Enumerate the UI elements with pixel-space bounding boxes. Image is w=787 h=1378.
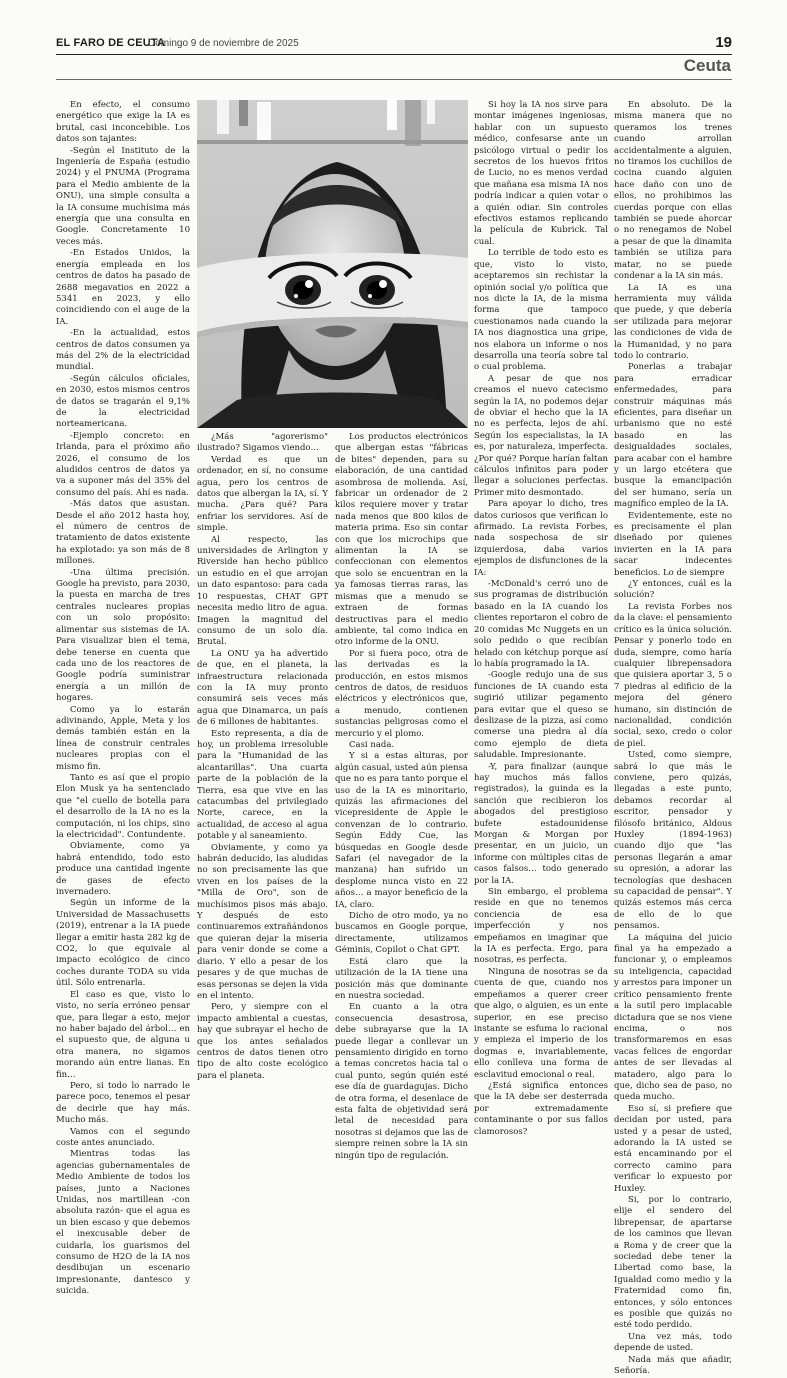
paragraph: -Según el Instituto de la Ingeniería de España (estudio 2024) y el PNUMA (Programa para el Medio ambiente de la ONU), una simple consulta a la IA consume muchísima más energía que una consulta en Google. Concretamente 10 veces más. — [56, 145, 190, 247]
paragraph: La IA es una herramienta muy válida que puede, y que debería ser utilizada para mejorar las condiciones de vida de la Humanidad, y no para todo lo contrario. — [614, 282, 732, 361]
paragraph: Mientras todas las agencias gubernamentales de Medio Ambiente de todos los países, junto a Naciones Unidas, nos martillean -con absoluta razón- que el agua es un bien escaso y que debemos el inexcusable deber de cuidarla, los guarismos del consumo de H2O de la IA nos desdibujan un escenario impresionante, dantesco y suicida. — [56, 1149, 190, 1297]
paragraph: Obviamente, y como ya habrán deducido, las aludidas no son precisamente las que viven en los países de la "Milla de Oro", son de muchísimos pisos más abajo. Y después de esto continuaremos extrañándonos que quieran dejar la miseria para venir donde se come a diario. Y ello a pesar de los pesares y de que muchas de esas personas se dejen la vida en el intento. — [197, 842, 328, 1001]
paragraph: -Más datos que asustan. Desde el año 2012 hasta hoy, el número de centros de tratamiento de datos existente ha explotado: ya son más de 8 millones. — [56, 499, 190, 567]
paragraph: Verdad es que un ordenador, en sí, no consume agua, pero los centros de datos que albergan la IA, sí. Y mucha. ¿Para qué? Para enfriar los servidores. Así de simple. — [197, 454, 328, 534]
paragraph: En efecto, el consumo energético que exige la IA es brutal, casi inconcebible. Los datos son tajantes: — [56, 100, 190, 145]
paragraph: ¿Está significa entonces que la IA debe ser desterrada por extremadamente contaminante o por sus fallos clamorosos? — [474, 1080, 608, 1137]
masthead: EL FARO DE CEUTA — [56, 37, 166, 49]
paragraph: Pero, si todo lo narrado le parece poco, tenemos el pesar de decirle que hay más. Mucho más. — [56, 1080, 190, 1126]
woman-with-drawn-anime-eyes-icon — [197, 100, 468, 428]
paragraph: Vamos con el segundo coste antes anunciado. — [56, 1126, 190, 1148]
article-column-3 — [335, 432, 468, 1161]
paragraph: -En la actualidad, estos centros de datos consumen ya más del 2% de la electricidad mundial. — [56, 328, 190, 373]
paragraph: -McDonald's cerró uno de sus programas de distribución basado en la IA cuando los clientes reportaron el cobro de 20 comidas Mc Nuggets en un solo pedido o que recibían helado con kétchup porque así lo había programado la IA. — [474, 579, 608, 669]
article-photo — [197, 100, 468, 428]
paragraph: Tanto es así que el propio Elon Musk ya ha sentenciado que "el cuello de botella para el desarrollo de la IA no es la computación, ni los chips, sino la electricidad". Contundente. — [56, 772, 190, 840]
paragraph: Si hoy la IA nos sirve para montar imágenes ingeniosas, hablar con un supuesto médico, confesarse ante un psicólogo virtual o pedir los secretos de los huevos fritos de Lucio, no es menos verdad que mañana esa misma IA nos podría indicar a quien votar o a quién odiar. Sin controles efectivos estamos replicando la película de Kubrick. Tal cual. — [474, 100, 608, 247]
paragraph: -Ejemplo concreto: en Irlanda, para el próximo año 2026, el consumo de los aludidos centros de datos ya va a suponer más del 35% del consumo del país. Ahí es nada. — [56, 430, 190, 498]
paragraph: Pero, y siempre con el impacto ambiental a cuestas, hay que subrayar el hecho de que los antes señalados centros de datos tienen otro tipo de alto coste ecológico para el planeta. — [197, 1002, 328, 1081]
paragraph: En cuanto a la otra consecuencia desastrosa, debe subrayarse que la IA puede llegar a conllevar un pensamiento dirigido en torno a temas concretos hacia tal o cual punto, según quién esté ese día de guardagujas. Dicho de otra forma, el desenlace de esta falta de objetividad será letal de necesidad para nosotras si dejamos que las de siempre reinen sobre la IA sin ningún tipo de regulación. — [335, 1002, 468, 1161]
paragraph: Para apoyar lo dicho, tres datos curiosos que verifican lo afirmado. La revista Forbes, nada sospechosa de sir izquierdosa, daba varios ejemplos de disfunciones de la IA: — [474, 499, 608, 578]
paragraph: Está claro que la utilización de la IA tiene una posición más que dominante en nuestra sociedad. — [335, 956, 468, 1001]
page-number: 19 — [715, 34, 732, 51]
paragraph: Por si fuera poco, otra de las derivadas es la producción, en estos mismos centros de datos, de residuos eléctricos y electrónicos que, a menudo, contienen sustancias peligrosas como el mercurio y el plomo. — [335, 648, 468, 739]
page-header — [56, 36, 732, 55]
paragraph: La revista Forbes nos da la clave: el pensamiento crítico es la única solución. Pensar y ponerlo todo en duda, siempre, como haría cualquier librepensadora que quisiera aportar 3, 5 o 7 piedras al edificio de la mejora del género humano, sin distinción de nacionalidad, condición social, sexo, credo o color de piel. — [614, 601, 732, 749]
section-title: Ceuta — [683, 56, 731, 75]
paragraph: Obviamente, como ya habrá entendido, todo esto produce una cantidad ingente de gases de efecto invernadero. — [56, 841, 190, 898]
paragraph: Y si a estas alturas, por algún casual, usted aún piensa que no es para tanto porque el uso de la IA es minoritario, quizás las afirmaciones del vicepresidente de Apple le convenzan de lo contrario. Según Eddy Cue, las búsquedas en Google desde Safari (el navegador de la manzana) han sufrido un desplome nunca visto en 22 años… a mayor beneficio de la IA, claro. — [335, 751, 468, 910]
paragraph: -Y, para finalizar (aunque hay muchos más fallos registrados), la guinda es la sanción que recibieron los abogados del prestigioso bufete estadounidense Morgan & Morgan por presentar, en un juicio, un informe con múltiples citas de casos falsos… todo generado por la IA. — [474, 761, 608, 886]
paragraph: El caso es que, visto lo visto, no sería erróneo pensar que, para llegar a esto, mejor no haber bajado del árbol… en el supuesto que, de alguna u otra manera, no sigamos morando aún entre lianas. En fin… — [56, 989, 190, 1080]
paragraph: ¿Más "agorerismo" ilustrado? Sigamos viendo… — [197, 432, 328, 454]
paragraph: Una vez más, todo depende de usted. — [614, 1331, 732, 1354]
paragraph: En absoluto. De la misma manera que no queramos los trenes cuando arrollan accidentalmente a alguien, no tiramos los cuchillos de cocina cuando alguien hace daño con uno de ellos, no prohibimos las cuerdas porque con ellas también se puede ahorcar o no renegamos de Nobel a pesar de que la dinamita también se utiliza para matar, no se puede condenar a la IA sin más. — [614, 100, 732, 282]
paragraph: Al respecto, las universidades de Arlington y Riverside han hecho público un estudio en el que arrojan un dato espantoso: para cada 10 respuestas, CHAT GPT necesita medio litro de agua. Imagen la magnitud del consumo de un solo día. Brutal. — [197, 534, 328, 648]
paragraph: Evidentemente, este no es precisamente el plan diseñado por quienes invierten en la IA para sacar indecentes beneficios. Lo de siempre — [614, 510, 732, 578]
paragraph: Dicho de otro modo, ya no buscamos en Google porque, directamente, utilizamos Géminis, Copilot o Chat GPT. — [335, 911, 468, 956]
paragraph: Sin embargo, el problema reside en que no tenemos conciencia de esa imperfección y nos empeñamos en imaginar que la IA es perfecta. Ergo, para nosotras, es perfecta. — [474, 887, 608, 966]
paragraph: Según un informe de la Universidad de Massachusetts (2019), entrenar a la IA puede llegar a emitir hasta 282 kg de CO2, lo que equivale al impacto ecológico de cinco coches durante TODA su vida útil. Sólo entrenarla. — [56, 898, 190, 989]
paragraph: La ONU ya ha advertido de que, en el planeta, la infraestructura relacionada con la IA muy pronto consumirá seis veces más agua que Dinamarca, un país de 6 millones de habitantes. — [197, 648, 328, 728]
paragraph: Como ya lo estarán adivinando, Apple, Meta y los demás también están en la línea de construir centrales nucleares propias con el mismo fin. — [56, 704, 190, 772]
paragraph: Ninguna de nosotras se da cuenta de que, cuando nos empeñamos a querer creer que algo, o alguien, es un ente superior, en ese preciso instante se esfuma lo racional y empieza el imperio de los dogmas e, invariablemente, ello conlleva una forma de esclavitud emocional o real. — [474, 966, 608, 1080]
paragraph: Eso sí, si prefiere que decidan por usted, para usted y a pesar de usted, adorando la IA usted se está encaminando por el correcto camino para verificar lo expuesto por Huxley. — [614, 1103, 732, 1194]
paragraph: -Google redujo una de sus funciones de IA cuando esta sugirió utilizar pegamento para evitar que el queso se deslizase de la pizza, así como comerse una piedra al día como ejemplo de dieta saludable. Impresionante. — [474, 670, 608, 761]
section-divider — [56, 79, 732, 80]
paragraph: Lo terrible de todo esto es que, visto lo visto, aceptaremos sin rechistar la opinión social y/o política que nos dicte la IA, de la misma forma que tampoco cuestionamos nada cuando la IA nos diagnostica una gripe, nos elabora un informe o nos desarrolla una teoría sobre tal o cual problema. — [474, 248, 608, 373]
article-column-5 — [614, 100, 732, 1377]
paragraph: -Una última precisión. Google ha previsto, para 2030, la puesta en marcha de tres centrales nucleares propias con un solo propósito: alimentar sus sistemas de IA. Para visualizar bien el tema, debe tenerse en cuenta que cada uno de los reactores de Google podría suministrar energía a un millón de hogares. — [56, 567, 190, 704]
paragraph: Ponerlas a trabajar para erradicar enfermedades, para construir máquinas más eficientes, para diseñar un urbanismo que no esté basado en las desigualdades sociales, para acabar con el hambre y un largo etcétera que busque la emancipación del ser humano, sería un magnífico empleo de la IA. — [614, 362, 732, 510]
paragraph: La máquina del juicio final ya ha empezado a funcionar y, o empleamos su inteligencia, capacidad y arrestos para imponer un crítico pensamiento frente a la sutil pero implacable dictadura que se nos viene encima, o nos transformaremos en esas vacas felices de engordar antes de ser llevadas al matadero, algo para lo que, dicho sea de paso, no queda mucho. — [614, 932, 732, 1103]
paragraph: Usted, como siempre, sabrá lo que más le conviene, pero quizás, llegadas a este punto, debamos recordar al escritor, pensador y filósofo británico, Aldous Huxley (1894-1963) cuando dijo que "las personas llegarán a amar su opresión, a adorar las tecnologías que deshacen su capacidad de pensar". Y quizás estemos más cerca de ello de lo que pensamos. — [614, 750, 732, 932]
paragraph: ¿Y entonces, cuál es la solución? — [614, 579, 732, 601]
paragraph: Nada más que añadir, Señoría. — [614, 1354, 732, 1377]
article-column-4 — [474, 100, 608, 1137]
article-column-2 — [197, 432, 328, 1081]
paragraph: Si, por lo contrario, elije el sendero del librepensar, de apartarse de los caminos que llevan a Roma y de creer que la sociedad debe tener la Libertad como base, la Igualdad como medio y la Fraternidad como fin, entonces, y sólo entonces es posible que quizás no esté todo perdido. — [614, 1195, 732, 1331]
paragraph: Los productos electrónicos que albergan estas "fábricas de bites" dependen, para su elaboración, de una cantidad asombrosa de molienda. Así, fabricar un ordenador de 2 kilos requiere mover y tratar nada menos que 800 kilos de materia prima. Eso sin contar con que los microchips que alimentan la IA se confeccionan con elementos que solo se encuentran en la ya famosas tierras raras, las mismas que a menudo se extraen de formas destructivas para el medio ambiente, tal como indica en otro informe de la ONU. — [335, 432, 468, 648]
paragraph: Esto representa, a día de hoy, un problema irresoluble para la "Humanidad de las alcantarillas". Una cuarta parte de la población de la Tierra, esa que vive en las catacumbas del privilegiado Norte, carece, en la actualidad, de acceso al agua potable y al saneamiento. — [197, 728, 328, 842]
paragraph: -En Estados Unidos, la energía empleada en los centros de datos ha pasado de 2688 megavatios en 2022 a 5341 en 2023, y ello coincidiendo con el auge de la IA. — [56, 248, 190, 327]
article-column-1 — [56, 100, 190, 1297]
paragraph: Casi nada. — [349, 739, 395, 750]
issue-date: Domingo 9 de noviembre de 2025 — [148, 38, 299, 49]
paragraph: A pesar de que nos creamos el nuevo catecismo según la IA, no podemos dejar de obviar el hecho que la IA no es perfecta, lejos de ahí. Según los especialistas, la IA es, por naturaleza, imperfecta. ¿Por qué? Porque harían faltan cálculos infinitos para poder llegar a soluciones perfectas. Primer mito desmontado. — [474, 373, 608, 498]
paragraph: -Según cálculos oficiales, en 2030, estos mismos centros de datos se tragarán el 9,1% de la electricidad norteamericana. — [56, 373, 190, 430]
